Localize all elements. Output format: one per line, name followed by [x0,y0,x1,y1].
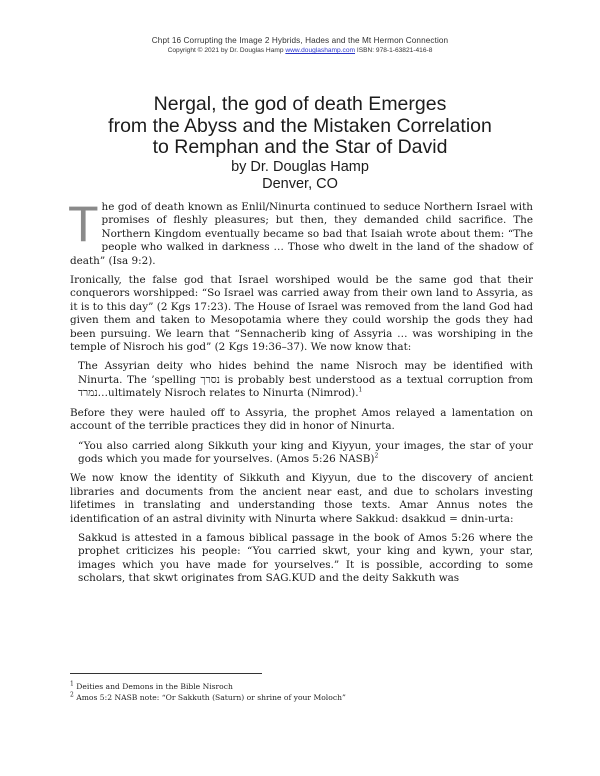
author-line: by Dr. Douglas Hamp [231,158,369,175]
footnotes [70,681,533,703]
block-quote-3: Sakkud is attested in a famous biblical passage in the book of Amos 5:26 where the prophet criticizes his people: “You carried skwt, your king and kywn, your star, images which you have made for yourselves.” It is possible, according to some scholars, that skwt originates from SAG.KUD and the deity Sakkuth was [78,531,533,585]
page-header [0,36,600,54]
drop-cap: T [68,196,99,252]
footnote-1-number: 1 [70,680,74,688]
footnote-divider [70,673,262,674]
chapter-line: Chpt 16 Corrupting the Image 2 Hybrids, Hades and the Mt Hermon Connection [151,36,449,45]
website-link[interactable]: www.douglashamp.com [285,47,356,54]
footnote-1 [70,681,533,692]
footnote-ref-2[interactable]: 2 [374,452,379,460]
footnote-2 [70,692,533,703]
block-quote-2-text: “You also carried along Sikkuth your king and Kiyyun, your images, the star of your gods which you made for yourselves. (Amos 5:26 NASB) [78,439,533,465]
title-block [0,94,600,193]
block-quote-1 [70,360,533,400]
paragraph-3: Before they were hauled off to Assyria, the prophet Amos relayed a lamentation on account of the terrible practices they did in honor of Ninurta. [70,406,533,433]
isbn-text: ISBN: 978-1-63821-416-8 [356,47,433,54]
block-quote-2 [70,440,533,467]
footnote-2-text: Amos 5:2 NASB note: “Or Sakkuth (Saturn) or shrine of your Moloch” [73,693,346,702]
copyright-text: Copyright © 2021 by Dr. Douglas Hamp [167,47,284,54]
title-line-1: Nergal, the god of death Emerges [153,93,447,115]
paragraph-1-text: he god of death known as Enlil/Ninurta continued to seduce Northern Israel with promises of fleshly pleasures; but then, they demanded child sacrifice. The Northern Kingdom eventually became so bad that Isaiah wrote about them: “The people who walked in darkness … Those who dwelt in the land of the shadow of death” (Isa 9:2). [70,201,533,267]
footnote-2-number: 2 [70,691,74,699]
block-quote-1-text: The Assyrian deity who hides behind the name Nisroch may be identified with Ninurta. The ’spelling נסרך is probably best understood as a textual corruption from נמרד…ultimately Nisroch relates to Ninurta (Nimrod). [78,360,534,400]
paragraph-2: Ironically, the false god that Israel worshiped would be the same god that their conquerors worshipped: “So Israel was carried away from their own land to Assyria, as it is to this day” (2 Kgs 17:23). The House of Israel was removed from the land God had given them and taken to Mesopotamia where they could worship the gods they had been pursuing. We learn that “Sennacherib king of Assyria … was worshiping in the temple of Nisroch his god” (2 Kgs 19:36–37). We now know that: [70,274,533,354]
paragraph-1 [68,196,533,268]
copyright-line [0,47,600,54]
article-body [68,196,534,592]
title-line-3: to Remphan and the Star of David [152,136,448,158]
location-line: Denver, CO [262,175,338,192]
paragraph-4: We now know the identity of Sikkuth and Kiyyun, due to the discovery of ancient libraries and documents from the ancient near east, and due to scholars investing lifetimes in translating and understanding those texts. Amar Annus notes the identification of an astral divinity with Ninurta where Sakkud: dsakkud = dnin-urta: [70,472,533,525]
footnote-1-text: Deities and Demons in the Bible Nisroch [73,682,233,691]
title-line-2: from the Abyss and the Mistaken Correlation [108,114,492,137]
footnote-ref-1[interactable]: 1 [358,386,363,394]
